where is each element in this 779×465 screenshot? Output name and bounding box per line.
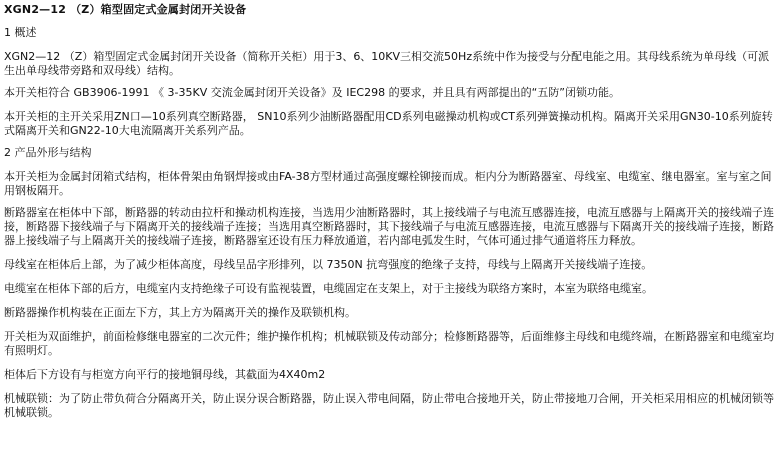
document-title: XGN2—12 （Z）箱型固定式金属封闭开关设备 [4,3,247,16]
paragraph-overview-3: 本开关柜的主开关采用ZN口—10系列真空断路器， SN10系列少油断路器配用CD系列电磁操动机构或CT系列弹簧操动机构。隔离开关采用GN30-10系列旋转式隔离开关和GN22-10大电流隔离开关系列产品。 [4,110,773,137]
paragraph-structure-3: 母线室在柜体后上部，为了减少柜体高度，母线呈品字形排列，以 7350N 抗弯强度的绝缘子支持，母线与上隔离开关接线端子连接。 [4,258,653,271]
paragraph-structure-2: 断路器室在柜体中下部，断路器的转动由拉杆和操动机构连接，当选用少油断路器时，其上接线端子与电流互感器连接，电流互感器与上隔离开关的接线端子连接，断路器下接线端子与下隔离开关的接线端子连接；当选用真空断路器时，其下接线端子与电流互感器连接，电流互感器与下隔离开关的接线端子连接，断路器上接线端子与上隔离开关的接线端子连接，断路器室还设有压力释放通道，若内部电弧发生时，气体可通过排气通道将压力释放。 [4,206,774,247]
paragraph-structure-5: 断路器操作机构装在正面左下方，其上方为隔离开关的操作及联锁机构。 [4,306,356,319]
paragraph-overview-2: 本开关柜符合 GB3906-1991 《 3-35KV 交流金属封闭开关设备》及 IEC298 的要求，并且具有两部提出的“五防”闭锁功能。 [4,86,620,99]
paragraph-structure-7: 柜体后下方设有与柜宽方向平行的接地铜母线，其截面为4X40m2 [4,368,326,381]
section-heading-overview: 1 概述 [4,26,37,39]
section-heading-structure: 2 产品外形与结构 [4,146,92,159]
paragraph-structure-4: 电缆室在柜体下部的后方，电缆室内支持绝缘子可设有监视装置，电缆固定在支架上，对于主接线为联络方案时，本室为联络电缆室。 [4,282,653,295]
paragraph-structure-8: 机械联锁：为了防止带负荷合分隔离开关，防止误分误合断路器，防止误入带电间隔，防止带电合接地开关，防止带接地刀合闸，开关柜采用相应的机械闭锁等机械联锁。 [4,392,774,419]
paragraph-structure-6: 开关柜为双面维护，前面检修继电器室的二次元件；维护操作机构；机械联锁及传动部分；检修断路器等，后面维修主母线和电缆终端，在断路器室和电缆室均有照明灯。 [4,330,774,357]
paragraph-overview-1: XGN2—12 （Z）箱型固定式金属封闭开关设备（简称开关柜）用于3、6、10KV三相交流50Hz系统中作为接受与分配电能之用。其母线系统为单母线（可派生出单母线带旁路和双母线）结构。 [4,50,770,77]
paragraph-structure-1: 本开关柜为金属封闭箱式结构，柜体骨架由角钢焊接或由FA-38方型材通过高强度螺栓铆接而成。柜内分为断路器室、母线室、电缆室、继电器室。室与室之间用钢板隔开。 [4,170,772,197]
